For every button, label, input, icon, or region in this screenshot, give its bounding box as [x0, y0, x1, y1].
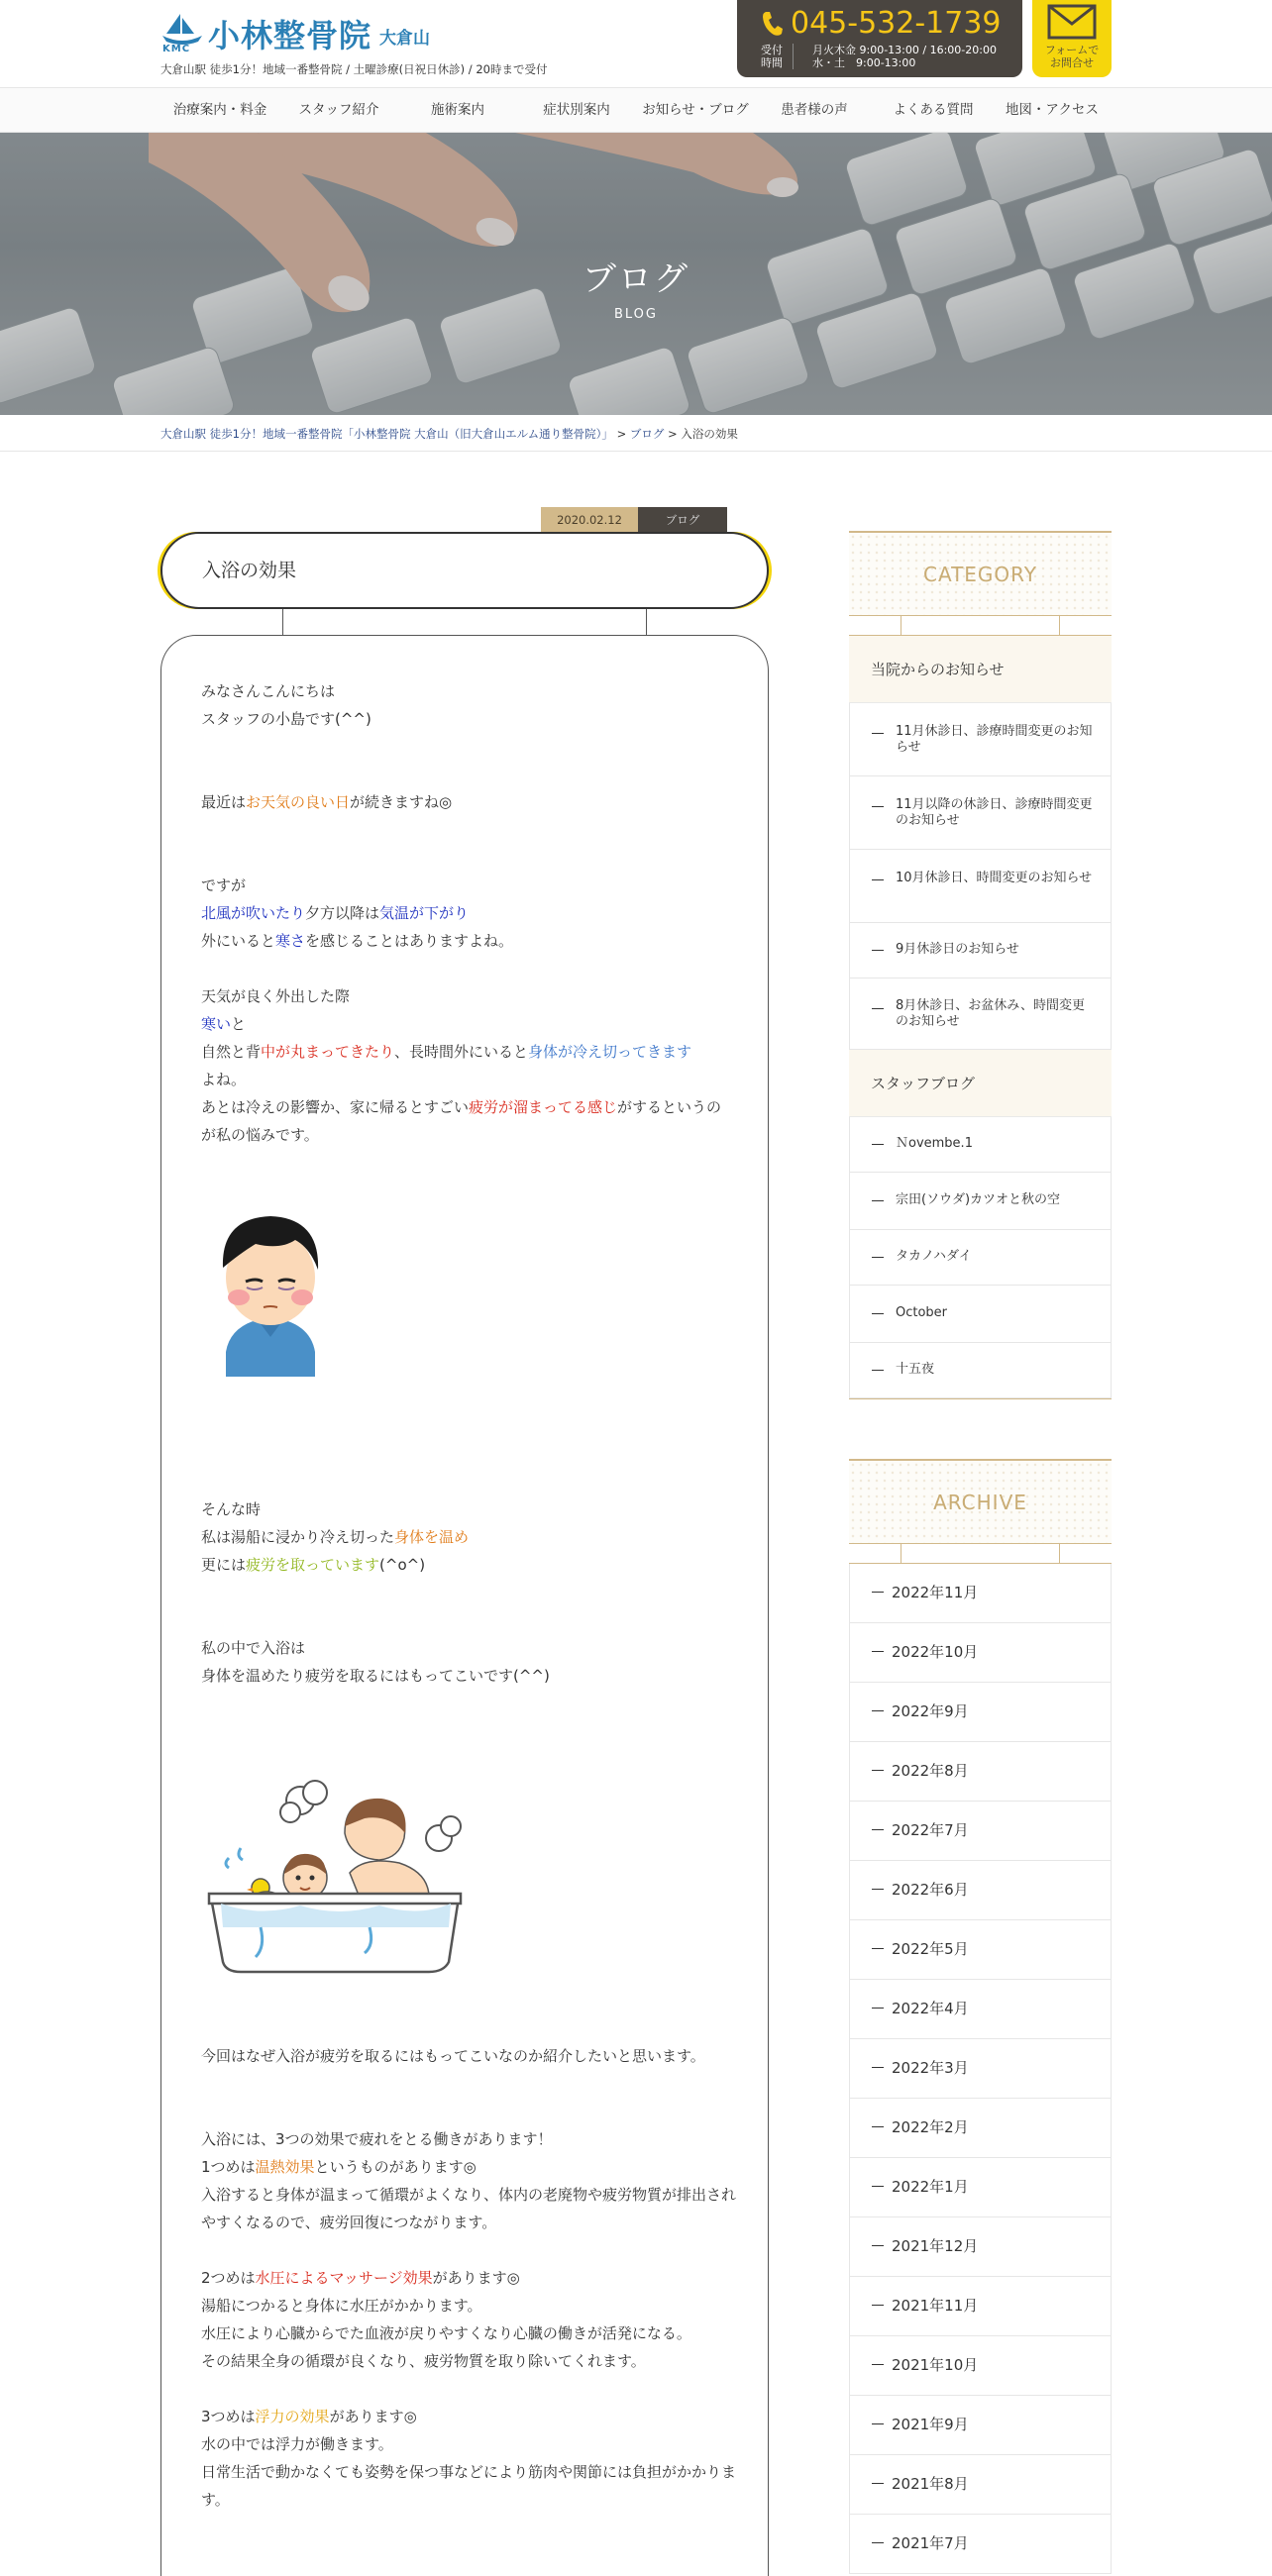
hours-label: 受付 時間 — [761, 44, 794, 69]
category-item[interactable]: 11月休診日、診療時間変更のお知らせ — [849, 703, 1112, 776]
ship-logo-icon — [160, 12, 204, 55]
category-bottom-rule — [849, 1398, 1112, 1399]
highlight-text: 北風が吹いたり — [201, 904, 306, 922]
paragraph: 外にいると寒さを感じることはありますよね。 — [201, 932, 514, 950]
paragraph: 身体を温めたり疲労を取るにはもってこいです(^^) — [201, 1667, 550, 1685]
archive-item[interactable]: 2021年9月 — [849, 2396, 1112, 2455]
archive-item[interactable]: 2022年7月 — [849, 1802, 1112, 1861]
paragraph: その結果全身の循環が良くなり、疲労物質を取り除いてくれます。 — [201, 2352, 646, 2370]
category-item[interactable]: 宗田(ソウダ)カツオと秋の空 — [849, 1173, 1112, 1230]
archive-heading: ARCHIVE — [933, 1491, 1027, 1514]
category-heading: CATEGORY — [922, 563, 1038, 586]
paragraph: 私の中で入浴は — [201, 1639, 306, 1657]
paragraph: 2つめは水圧によるマッサージ効果があります◎ — [201, 2269, 520, 2287]
archive-heading-box — [849, 1459, 1112, 1544]
paragraph: ですが — [201, 876, 247, 894]
archive-heading-tabs — [849, 1544, 1112, 1564]
paragraph: 最近はお天気の良い日が続きますね◎ — [201, 793, 453, 811]
paragraph: 入浴すると身体が温まって循環がよくなり、体内の老廃物や疲労物質が排出されやすくなるので、疲労回復につながります。 — [201, 2186, 737, 2231]
paragraph: 天気が良く外出した際 — [201, 987, 351, 1005]
category-item[interactable]: October — [849, 1286, 1112, 1343]
paragraph: 水の中では浮力が働きます。 — [201, 2435, 393, 2453]
paragraph: よね。 — [201, 1071, 247, 1088]
header-tagline: 大倉山駅 徒歩1分！地域一番整骨院 / 土曜診療(日祝日休診) / 20時まで受付 — [160, 62, 548, 76]
paragraph: みなさんこんにちは — [201, 682, 336, 700]
breadcrumb-current: 入浴の効果 — [681, 427, 738, 441]
tired-man-illustration — [201, 1179, 340, 1377]
category-item[interactable]: 11月以降の休診日、診療時間変更のお知らせ — [849, 776, 1112, 850]
post-title: 入浴の効果 — [202, 560, 297, 581]
highlight-text: 気温が下がり — [379, 904, 470, 922]
archive-item[interactable]: 2022年5月 — [849, 1920, 1112, 1980]
bath-illustration — [201, 1779, 469, 1977]
highlight-text: 温熱効果 — [255, 2158, 315, 2176]
category-item[interactable]: 十五夜 — [849, 1343, 1112, 1398]
archive-item[interactable]: 2022年9月 — [849, 1683, 1112, 1742]
highlight-text: お天気の良い日 — [246, 793, 351, 811]
category-item[interactable]: 10月休診日、時間変更のお知らせ — [849, 850, 1112, 923]
post-body-continued — [201, 1495, 736, 1690]
logo-name: 小林整骨院 — [208, 17, 372, 54]
category-heading-box — [849, 531, 1112, 616]
phone-number[interactable] — [761, 6, 1002, 41]
archive-item[interactable]: 2022年1月 — [849, 2158, 1112, 2217]
highlight-text: 疲労を取っています — [246, 1556, 380, 1574]
post-body-box — [160, 635, 769, 2576]
highlight-text: 寒さ — [275, 932, 306, 950]
contact-form-label: フォームで お問合せ — [1044, 44, 1100, 69]
paragraph: あとは冷えの影響か、家に帰るとすごい疲労が溜まってる感じがするというのが私の悩みです。 — [201, 1098, 722, 1144]
site-header — [0, 0, 1272, 87]
phone-box[interactable] — [737, 0, 1022, 77]
paragraph: 水圧により心臓からでた血液が戻りやすくなり心臓の働きが活発になる。 — [201, 2324, 691, 2342]
highlight-text: 中が丸まってきたり — [261, 1043, 395, 1061]
highlight-text: 浮力の効果 — [255, 2408, 330, 2425]
phone-icon — [761, 11, 783, 37]
highlight-text: 身体を温め — [394, 1528, 470, 1546]
post-date-badge: 2020.02.12 — [541, 507, 638, 533]
highlight-text: 身体が冷え切ってきます — [528, 1043, 692, 1061]
paragraph: 更には疲労を取っています(^o^) — [201, 1556, 426, 1574]
business-hours — [812, 44, 997, 69]
breadcrumb-divider — [0, 451, 1272, 452]
mail-icon — [1047, 4, 1097, 40]
nav-news-blog[interactable]: お知らせ・ブログ — [642, 102, 749, 118]
archive-item[interactable]: 2022年11月 — [849, 1564, 1112, 1623]
breadcrumb-separator: > — [664, 427, 682, 441]
breadcrumb-blog-link[interactable]: ブログ — [629, 427, 665, 441]
category-item[interactable]: タカノハダイ — [849, 1230, 1112, 1286]
post-body-continued — [201, 2042, 736, 2514]
nav-procedure[interactable]: 施術案内 — [431, 102, 484, 118]
archive-item[interactable]: 2022年8月 — [849, 1742, 1112, 1802]
paragraph: スタッフの小島です(^^) — [201, 710, 371, 728]
category-item[interactable]: 9月休診日のお知らせ — [849, 923, 1112, 979]
page-title: ブログ — [583, 259, 689, 299]
phone-number-text: 045-532-1739 — [791, 6, 1002, 41]
highlight-text: 寒い — [201, 1015, 232, 1033]
hours-line-1: 月火木金 9:00-13:00 / 16:00-20:00 — [812, 44, 997, 56]
highlight-text: 水圧によるマッサージ効果 — [255, 2269, 433, 2287]
site-logo[interactable] — [160, 12, 430, 55]
nav-staff[interactable]: スタッフ紹介 — [298, 102, 379, 118]
category-heading-tabs — [849, 616, 1112, 636]
archive-item[interactable]: 2022年6月 — [849, 1861, 1112, 1920]
category-group-news[interactable]: 当院からのお知らせ — [849, 636, 1112, 703]
paragraph: 今回はなぜ入浴が疲労を取るにはもってこいなのか紹介したいと思います。 — [201, 2047, 705, 2065]
archive-item[interactable]: 2021年10月 — [849, 2336, 1112, 2396]
archive-item[interactable]: 2022年2月 — [849, 2099, 1112, 2158]
nav-treatment-fee[interactable]: 治療案内・料金 — [172, 102, 267, 118]
category-group-staff-blog[interactable]: スタッフブログ — [849, 1050, 1112, 1117]
archive-item[interactable]: 2022年3月 — [849, 2039, 1112, 2099]
post-body — [201, 677, 736, 1149]
paragraph: 3つめは浮力の効果があります◎ — [201, 2408, 417, 2425]
archive-item[interactable]: 2021年7月 — [849, 2515, 1112, 2574]
paragraph: 北風が吹いたり夕方以降は気温が下がり — [201, 904, 470, 922]
paragraph: 日常生活で動かなくても姿勢を保つ事などにより筋肉や関節には負担がかかります。 — [201, 2463, 737, 2509]
post-category-badge[interactable]: ブログ — [638, 507, 727, 533]
paragraph: 私は湯船に浸かり冷え切った身体を温め — [201, 1528, 470, 1546]
category-item[interactable]: Ｎovembe.1 — [849, 1117, 1112, 1173]
contact-form-button[interactable] — [1032, 0, 1112, 77]
paragraph: そんな時 — [201, 1500, 262, 1518]
paragraph: 湯船につかると身体に水圧がかかります。 — [201, 2297, 482, 2315]
breadcrumb — [160, 426, 738, 442]
post-title-box — [160, 532, 769, 609]
archive-item[interactable]: 2021年11月 — [849, 2277, 1112, 2336]
hours-line-2: 水・土 9:00-13:00 — [812, 56, 916, 69]
breadcrumb-separator: > — [612, 427, 630, 441]
title-connector — [282, 609, 283, 635]
title-connector — [646, 609, 647, 635]
nav-testimonials[interactable]: 患者様の声 — [781, 102, 848, 118]
highlight-text: 疲労が溜まってる感じ — [469, 1098, 618, 1116]
logo-kmc-text: KMC — [162, 44, 191, 54]
archive-item[interactable]: 2022年4月 — [849, 1980, 1112, 2039]
nav-faq[interactable]: よくある質問 — [893, 102, 974, 118]
paragraph: 自然と背中が丸まってきたり、長時間外にいると身体が冷え切ってきます — [201, 1043, 692, 1061]
archive-item[interactable]: 2021年12月 — [849, 2217, 1112, 2277]
nav-access[interactable]: 地図・アクセス — [1005, 102, 1100, 118]
logo-location: 大倉山 — [379, 29, 431, 49]
page-hero — [0, 133, 1272, 415]
global-nav — [0, 87, 1272, 133]
nav-symptoms[interactable]: 症状別案内 — [543, 102, 610, 118]
archive-item[interactable]: 2022年10月 — [849, 1623, 1112, 1683]
page-subtitle: BLOG — [613, 307, 658, 322]
category-item[interactable]: 8月休診日、お盆休み、時間変更のお知らせ — [849, 979, 1112, 1050]
paragraph: 寒いと — [201, 1015, 247, 1033]
paragraph: 1つめは温熱効果というものがあります◎ — [201, 2158, 477, 2176]
paragraph: 入浴には、3つの効果で疲れをとる働きがあります！ — [201, 2130, 553, 2148]
breadcrumb-home-link[interactable]: 大倉山駅 徒歩1分！地域一番整骨院「小林整骨院 大倉山（旧大倉山エルム通り整骨院）」 — [160, 427, 613, 441]
archive-item[interactable]: 2021年8月 — [849, 2455, 1112, 2515]
